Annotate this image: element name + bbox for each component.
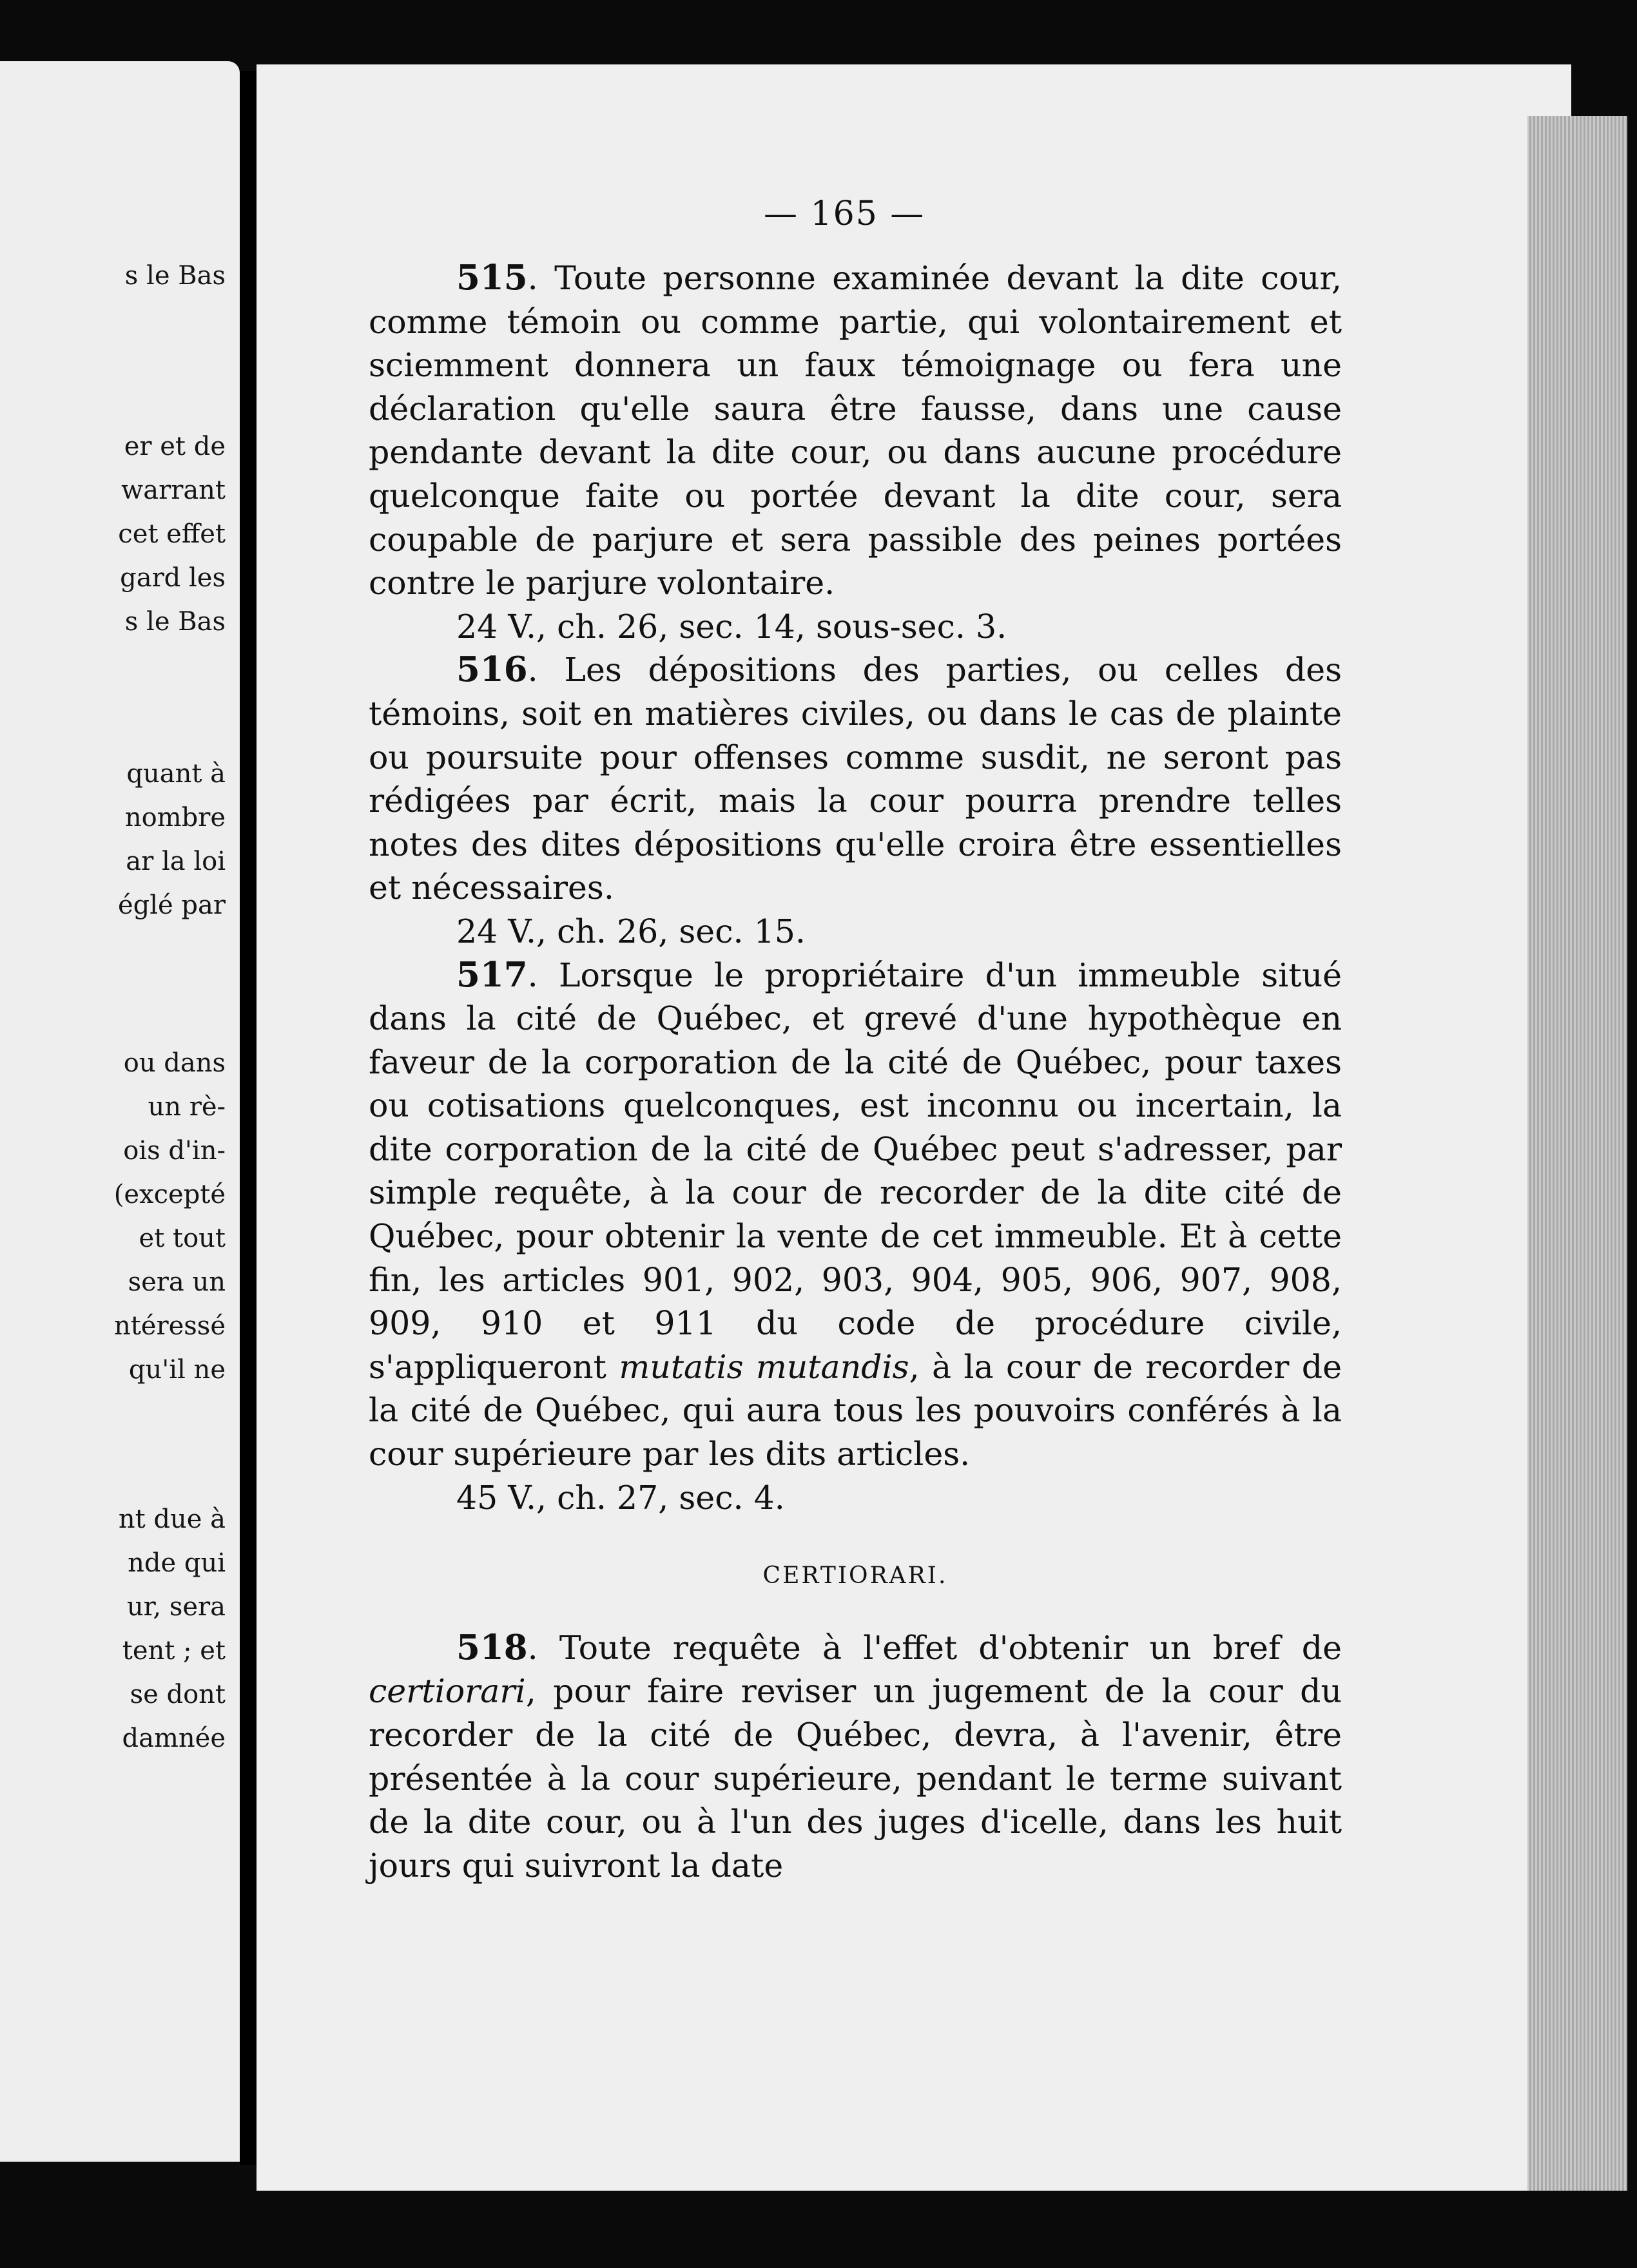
left-page-fragment: sera un	[128, 1267, 226, 1297]
article-text: Toute personne examinée devant la dite cour, comme témoin ou comme partie, qui volontairement et sciemment donnera un faux témoignage ou fera une déclaration qu'elle saura être fausse, dans une cause pendante devant la dite cour, ou dans aucune procédure quelconque faite ou portée devant la dite cour, sera coupable de parjure et sera passible des peines portées contre le parjure volontaire.	[369, 259, 1342, 602]
article-number: 515	[456, 258, 528, 298]
left-page-fragment: damnée	[122, 1724, 226, 1753]
article-517: 517. Lorsque le propriétaire d'un immeuble situé dans la cité de Québec, et grevé d'une hypothèque en faveur de la corporation de la cité de Québec, pour taxes ou cotisations quelconques, est inconnu ou incertain, la dite corporation de la cité de Québec peut s'adresser, par simple requête, à la cour de recorder de la dite cité de Québec, pour obtenir la vente de cet immeuble. Et à cette fin, les articles 901, 902, 903, 904, 905, 906, 907, 908, 909, 910 et 911 du code de procédure civile, s'appliqueront mutatis mutandis, à la cour de recorder de la cité de Québec, qui aura tous les pouvoirs conférés à la cour supérieure par les dits articles.	[369, 954, 1342, 1474]
left-page-fragment: cet effet	[118, 519, 226, 549]
article-515: 515. Toute personne examinée devant la dite cour, comme témoin ou comme partie, qui volontairement et sciemment donnera un faux témoignage ou fera une déclaration qu'elle saura être fausse, dans une cause pendante devant la dite cour, ou dans aucune procédure quelconque faite ou portée devant la dite cour, sera coupable de parjure et sera passible des peines portées contre le parjure volontaire.	[369, 258, 1342, 602]
left-page-fragment: églé par	[117, 890, 226, 920]
article-text-italic: mutatis mutandis	[619, 1347, 909, 1386]
citation: 45 V., ch. 27, sec. 4.	[456, 1478, 785, 1517]
page-number: — 165 —	[764, 195, 925, 233]
left-page-fragment: (excepté	[113, 1180, 226, 1209]
article-number: 516	[456, 649, 528, 690]
page-body	[369, 256, 1342, 1887]
section-heading: CERTIORARI.	[762, 1562, 948, 1590]
article-text: Les dépositions des parties, ou celles des témoins, soit en matières civiles, ou dans le cas de plainte ou poursuite pour offenses comme susdit, ne seront pas rédigées par écrit, mais la cour pourra prendre telles notes des dites dépositions qu'elle croira être essentielles et nécessaires.	[369, 651, 1342, 907]
book-spine	[240, 71, 257, 2165]
left-page-fragment: ois d'in-	[123, 1136, 226, 1166]
left-page-fragment: gard les	[120, 563, 226, 593]
article-516: 516. Les dépositions des parties, ou celles des témoins, soit en matières civiles, ou dans le cas de plainte ou poursuite pour offenses comme susdit, ne seront pas rédigées par écrit, mais la cour pourra prendre telles notes des dites dépositions qu'elle croira être essentielles et nécessaires.	[369, 649, 1342, 907]
page-edges	[1527, 116, 1627, 2191]
citation: 24 V., ch. 26, sec. 14, sous-sec. 3.	[456, 607, 1007, 646]
article-text: , à la cour de recorder de la cité de Québec, qui aura tous les pouvoirs conférés à la cour supérieure par les dits articles.	[369, 1347, 1342, 1474]
left-facing-page	[0, 61, 240, 2162]
article-text: Lorsque le propriétaire d'un immeuble situé dans la cité de Québec, et grevé d'une hypothèque en faveur de la corporation de la cité de Québec, pour taxes ou cotisations quelconques, est inconnu ou incertain, la dite corporation de la cité de Québec peut s'adresser, par simple requête, à la cour de recorder de la dite cité de Québec, pour obtenir la vente de cet immeuble. Et à cette fin, les articles 901, 902, 903, 904, 905, 906, 907, 908, 909, 910 et 911 du code de procédure civile, s'appliqueront	[369, 956, 1342, 1386]
left-page-fragment: nde qui	[128, 1548, 226, 1578]
left-page-fragment: s le Bas	[124, 607, 226, 637]
article-text-italic: certiorari	[369, 1672, 526, 1711]
left-page-fragment: quant à	[126, 759, 226, 789]
citation: 24 V., ch. 26, sec. 15.	[456, 912, 806, 950]
left-page-fragment: qu'il ne	[128, 1355, 226, 1385]
left-page-fragment: nombre	[124, 803, 226, 832]
left-page-fragment: nt due à	[118, 1504, 226, 1534]
article-518: 518. Toute requête à l'effet d'obtenir un bref de certiorari, pour faire reviser un jugement de la cour du recorder de la cité de Québec, devra, à l'avenir, être présentée à la cour supérieure, pendant le terme suivant de la dite cour, ou à l'un des juges d'icelle, dans les huit jours qui suivront la date	[369, 1627, 1342, 1885]
left-page-fragment: un rè-	[148, 1092, 226, 1122]
left-page-fragment: ar la loi	[126, 847, 226, 876]
left-page-fragment: ntéressé	[113, 1311, 226, 1341]
left-page-fragment: tent ; et	[122, 1636, 226, 1666]
left-page-fragment: ur, sera	[126, 1592, 226, 1622]
article-text: Toute requête à l'effet d'obtenir un bref de	[559, 1628, 1342, 1667]
article-text: , pour faire reviser un jugement de la cour du recorder de la cité de Québec, devra, à l'avenir, être présentée à la cour supérieure, pendant le terme suivant de la dite cour, ou à l'un des juges d'icelle, dans les huit jours qui suivront la date	[369, 1672, 1342, 1885]
left-page-fragment: se dont	[130, 1680, 226, 1709]
article-number: 518	[456, 1627, 528, 1667]
article-number: 517	[456, 954, 528, 995]
left-page-fragment: er et de	[124, 432, 226, 461]
left-page-fragment: ou dans	[123, 1048, 226, 1078]
left-page-fragment: warrant	[121, 476, 226, 505]
left-page-fragment: s le Bas	[124, 261, 226, 291]
left-page-fragment: et tout	[139, 1224, 226, 1253]
